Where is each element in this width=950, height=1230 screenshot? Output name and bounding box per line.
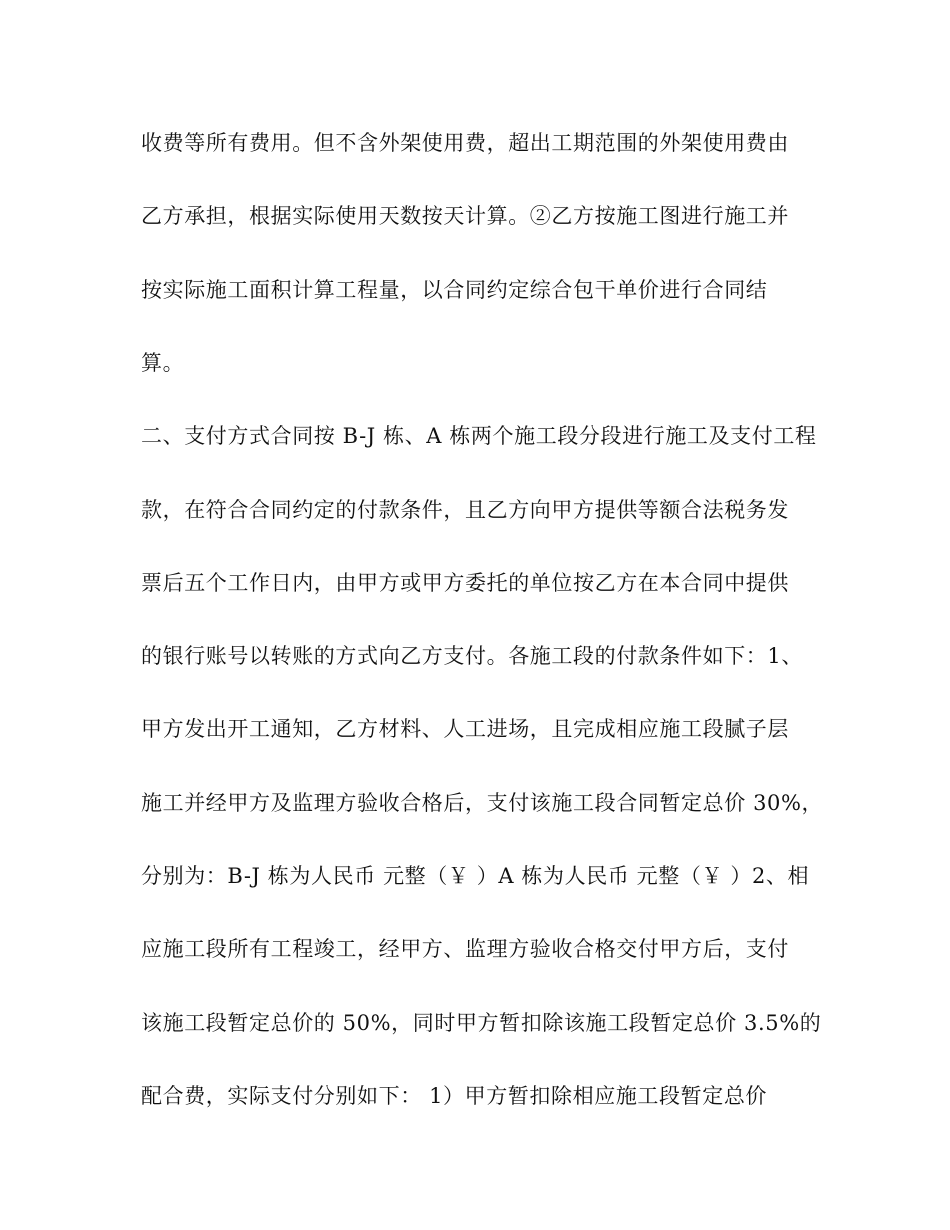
text-line-13: 该施工段暂定总价的 50%，同时甲方暂扣除该施工段暂定总价 3.5%的 — [141, 1011, 822, 1035]
text-line-6: 款，在符合合同约定的付款条件，且乙方向甲方提供等额合法税务发 — [141, 498, 789, 522]
text-line-11: 分别为：B-J 栋为人民币 元整（￥ ）A 栋为人民币 元整（￥ ）2、相 — [141, 864, 810, 888]
text-line-12: 应施工段所有工程竣工，经甲方、监理方验收合格交付甲方后，支付 — [141, 937, 789, 961]
text-line-4: 算。 — [141, 351, 185, 375]
text-line-3: 按实际施工面积计算工程量，以合同约定综合包干单价进行合同结 — [141, 278, 768, 302]
text-line-9: 甲方发出开工通知，乙方材料、人工进场，且完成相应施工段腻子层 — [141, 717, 789, 741]
text-line-5: 二、支付方式合同按 B-J 栋、A 栋两个施工段分段进行施工及支付工程 — [141, 424, 817, 448]
text-line-7: 票后五个工作日内，由甲方或甲方委托的单位按乙方在本合同中提供 — [141, 571, 789, 595]
text-line-8: 的银行账号以转账的方式向乙方支付。各施工段的付款条件如下：1、 — [141, 644, 803, 668]
text-line-2: 乙方承担，根据实际使用天数按天计算。②乙方按施工图进行施工并 — [141, 204, 789, 228]
text-line-14: 配合费，实际支付分别如下： 1）甲方暂扣除相应施工段暂定总价 — [141, 1084, 768, 1108]
text-line-1: 收费等所有费用。但不含外架使用费，超出工期范围的外架使用费由 — [141, 131, 789, 155]
text-line-10: 施工并经甲方及监理方验收合格后，支付该施工段合同暂定总价 30%， — [141, 791, 824, 815]
